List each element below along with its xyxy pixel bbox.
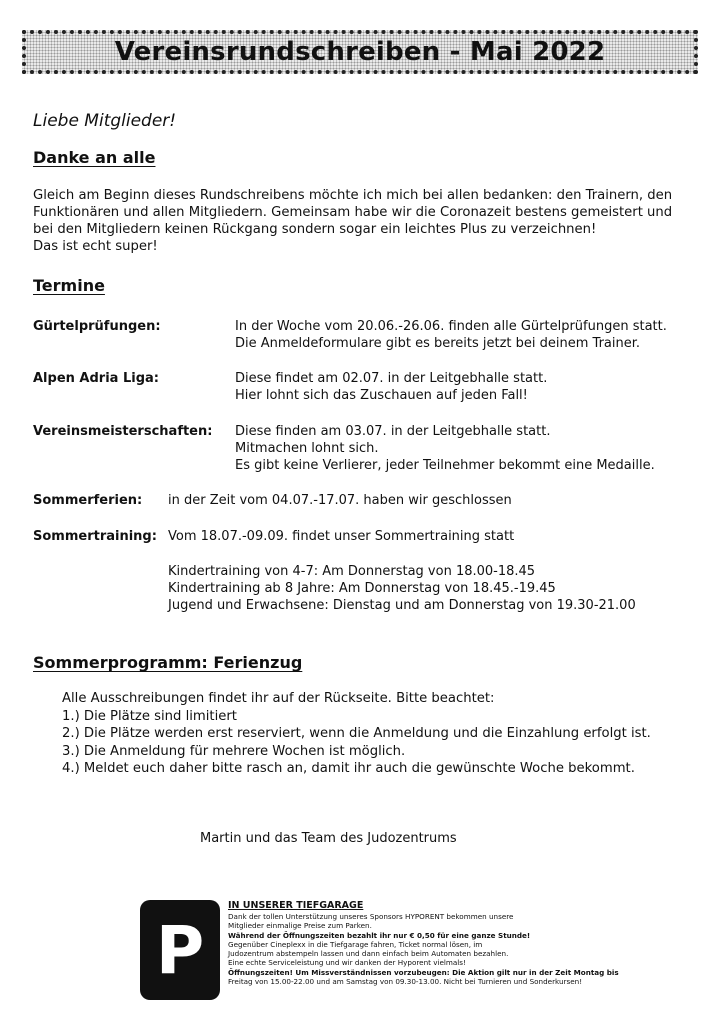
- parking-notice-line: Freitag von 15.00-22.00 und am Samstag von 09.30-13.00. Nicht bei Turnieren und Sonderkursen!: [228, 977, 583, 987]
- termin-label: Gürtelprüfungen:: [33, 319, 161, 334]
- training-schedule: [168, 563, 636, 614]
- thanks-line: Das ist echt super!: [33, 239, 158, 254]
- parking-notice: [228, 900, 619, 987]
- termin-line: Hier lohnt sich das Zuschauen auf jeden Fall!: [235, 388, 528, 403]
- termin-label: Alpen Adria Liga:: [33, 371, 159, 386]
- parking-notice-title: IN UNSERER TIEFGARAGE: [228, 900, 364, 911]
- newsletter-title-banner: [22, 30, 698, 74]
- termin-line: Diese finden am 03.07. in der Leitgebhalle statt.: [235, 424, 551, 439]
- termin-details: [235, 423, 655, 474]
- parking-notice-line: Öffnungszeiten! Um Missverständnissen vorzubeugen: Die Aktion gilt nur in der Zeit Montag bis: [228, 967, 619, 977]
- parking-sign-icon: [140, 900, 220, 1000]
- thanks-paragraph: [33, 187, 693, 255]
- page-title: Vereinsrundschreiben - Mai 2022: [114, 37, 606, 67]
- list-item: 4.) Meldet euch daher bitte rasch an, damit ihr auch die gewünschte Woche bekommt.: [62, 761, 635, 776]
- signature: Martin und das Team des Judozentrums: [200, 831, 457, 846]
- sommerprogramm-list: [62, 690, 651, 778]
- thanks-line: Funktionären und allen Mitgliedern. Gemeinsam habe wir die Coronazeit bestens gemeistert und: [33, 205, 673, 220]
- thanks-line: Gleich am Beginn dieses Rundschreibens möchte ich mich bei allen bedanken: den Trainern, den: [33, 188, 673, 203]
- sommerprogramm-intro: Alle Ausschreibungen findet ihr auf der Rückseite. Bitte beachtet:: [62, 691, 495, 706]
- termin-details: [168, 528, 514, 545]
- parking-notice-line: Dank der tollen Unterstützung unseres Sponsors HYPORENT bekommen unsere: [228, 912, 514, 921]
- termin-line: In der Woche vom 20.06.-26.06. finden alle Gürtelprüfungen statt.: [235, 319, 667, 334]
- salutation: Liebe Mitglieder!: [33, 111, 177, 131]
- termin-line: Vom 18.07.-09.09. findet unser Sommertraining statt: [168, 529, 515, 544]
- termin-line: Es gibt keine Verlierer, jeder Teilnehmer bekommt eine Medaille.: [235, 458, 655, 473]
- list-item: 3.) Die Anmeldung für mehrere Wochen ist möglich.: [62, 743, 406, 759]
- termin-label: Sommertraining:: [33, 529, 157, 544]
- parking-notice-line: Während der Öffnungszeiten bezahlt ihr nur € 0,50 für eine ganze Stunde!: [228, 930, 531, 940]
- parking-symbol: P: [155, 911, 205, 989]
- parking-notice-line: Eine echte Serviceleistung und wir danken der Hyporent vielmals!: [228, 958, 466, 968]
- section-heading-sommerprogramm: Sommerprogramm: Ferienzug: [33, 653, 303, 672]
- termin-line: Diese findet am 02.07. in der Leitgebhalle statt.: [235, 371, 548, 386]
- training-line: Kindertraining von 4-7: Am Donnerstag von 18.00-18.45: [168, 564, 536, 579]
- termin-line: Mitmachen lohnt sich.: [235, 441, 379, 456]
- parking-notice-line: Mitglieder einmalige Preise zum Parken.: [228, 921, 372, 931]
- termin-line: Die Anmeldeformulare gibt es bereits jetzt bei deinem Trainer.: [235, 336, 641, 351]
- list-item: 2.) Die Plätze werden erst reserviert, wenn die Anmeldung und die Einzahlung erfolgt ist.: [62, 726, 651, 741]
- training-line: Jugend und Erwachsene: Dienstag und am Donnerstag von 19.30-21.00: [168, 598, 636, 613]
- training-line: Kindertraining ab 8 Jahre: Am Donnerstag von 18.45.-19.45: [168, 581, 556, 596]
- termin-details: [235, 318, 667, 352]
- list-item: 1.) Die Plätze sind limitiert: [62, 708, 237, 724]
- termin-details: [168, 492, 512, 509]
- termin-line: in der Zeit vom 04.07.-17.07. haben wir geschlossen: [168, 493, 512, 508]
- termin-label: Sommerferien:: [33, 493, 143, 508]
- parking-notice-line: Gegenüber Cineplexx in die Tiefgarage fahren, Ticket normal lösen, im: [228, 939, 483, 949]
- section-heading-thanks: Danke an alle: [33, 148, 156, 167]
- termin-details: [235, 370, 547, 404]
- thanks-line: bei den Mitgliedern keinen Rückgang sondern sogar ein leichtes Plus zu verzeichnen!: [33, 222, 597, 237]
- section-heading-termine: Termine: [33, 276, 105, 295]
- termin-label: Vereinsmeisterschaften:: [33, 424, 213, 439]
- parking-notice-line: Judozentrum abstempeln lassen und dann einfach beim Automaten bezahlen.: [228, 949, 509, 959]
